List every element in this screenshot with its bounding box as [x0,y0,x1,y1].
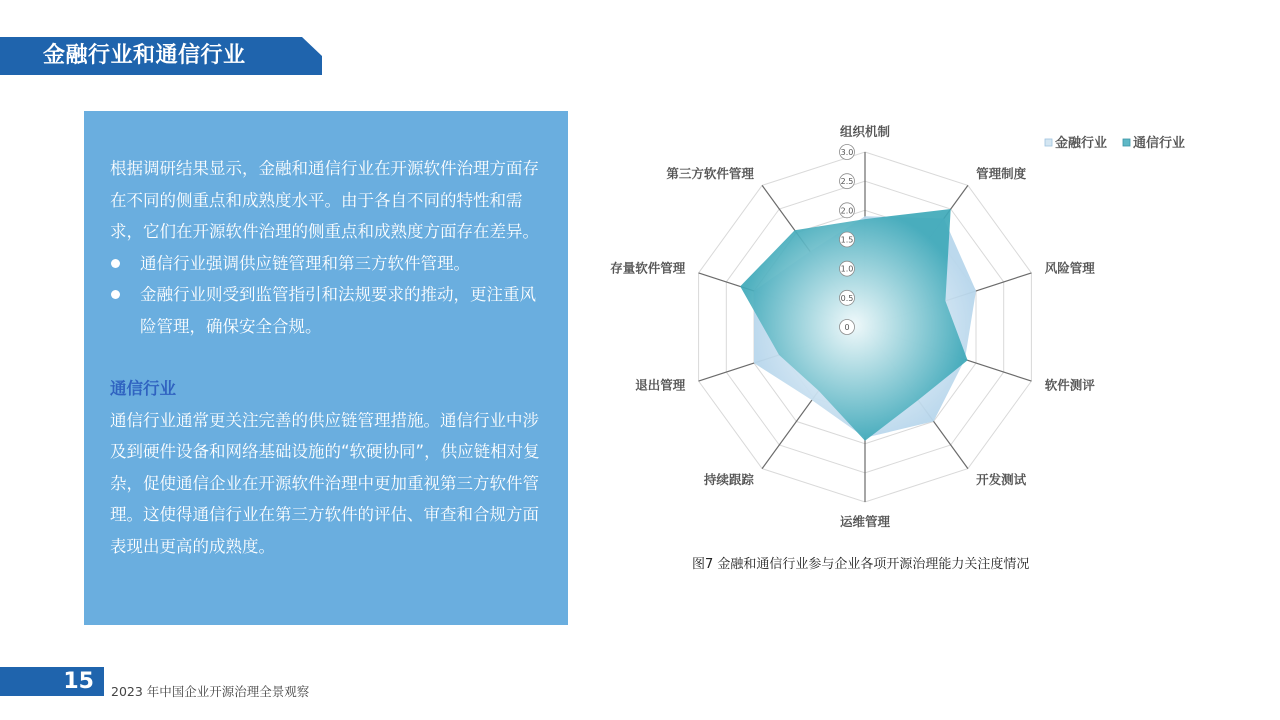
category-label: 第三方软件管理 [666,166,754,182]
legend [1045,135,1185,151]
category-label: 组织机制 [839,124,891,139]
legend-swatch [1123,139,1130,146]
legend-label: 金融行业 [1055,136,1108,151]
footer-publication: 2023 年中国企业开源治理全景观察 [111,684,310,699]
page-number: 15 [63,669,94,694]
legend-label: 通信行业 [1133,136,1186,151]
tick-label: 2.5 [840,177,854,187]
bullet-list [110,248,550,343]
category-label: 存量软件管理 [610,260,686,276]
intro-paragraph: 根据调研结果显示，金融和通信行业在开源软件治理方面存在不同的侧重点和成熟度水平。由于各自不同的特性和需求，它们在开源软件治理的侧重点和成熟度方面存在差异。 [110,159,539,241]
section-body: 通信行业通常更关注完善的供应链管理措施。通信行业中涉及到硬件设备和网络基础设施的“软硬协同”，供应链相对复杂，促使通信企业在开源软件治理中更加重视第三方软件管理。这使得通信行业在第三方软件的评估、审查和合规方面表现出更高的成熟度。 [110,410,540,556]
tick-label: 3.0 [840,148,854,157]
radar-series [740,209,976,441]
tick-label: 0.5 [840,293,854,303]
section-title: 通信行业 [110,379,176,398]
bullet-item: 金融行业则受到监管指引和法规要求的推动，更注重风险管理，确保安全合规。 [110,279,550,342]
panel-content [110,153,550,562]
page-title: 金融行业和通信行业 [43,43,246,68]
category-label: 退出管理 [635,377,686,393]
category-label: 运维管理 [839,514,891,529]
category-label: 开发测试 [976,471,1027,487]
radar-chart [590,110,1200,545]
tick-label: 1.5 [840,235,854,245]
text-panel [84,111,568,625]
category-label: 风险管理 [1044,260,1095,276]
figure-caption: 图7 金融和通信行业参与企业各项开源治理能力关注度情况 [692,557,1030,572]
bullet-item: 通信行业强调供应链管理和第三方软件管理。 [110,248,550,280]
tick-label: 0 [844,323,850,332]
tick-label: 2.0 [840,206,854,216]
category-label: 持续跟踪 [703,471,754,487]
legend-swatch [1045,139,1052,146]
category-label: 管理制度 [976,166,1027,182]
tick-label: 1.0 [840,264,854,274]
category-label: 软件测评 [1044,377,1095,393]
